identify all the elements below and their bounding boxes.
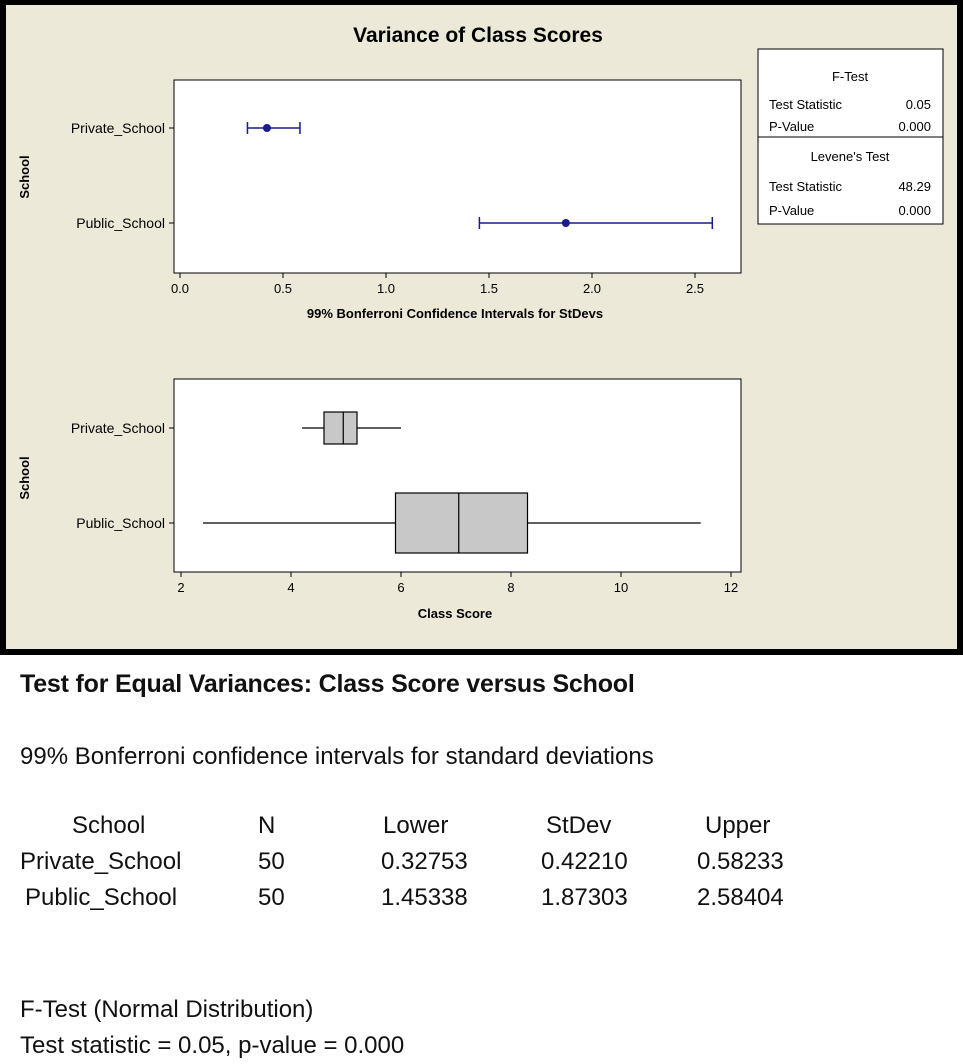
stdev-point <box>263 124 271 132</box>
row-lower: 0.32753 <box>381 848 468 875</box>
x-tick-label: 2.5 <box>685 281 705 296</box>
row-lower: 1.45338 <box>381 884 468 911</box>
output-subtitle: 99% Bonferroni confidence intervals for standard deviations <box>20 743 654 770</box>
header-n: N <box>258 812 276 839</box>
stdev-point <box>562 219 570 227</box>
chart-title: Variance of Class Scores <box>353 24 603 47</box>
x-tick-label: 10 <box>613 580 629 595</box>
ftest-stat-label: Test Statistic <box>769 97 842 112</box>
box-iqr <box>396 493 528 553</box>
levene-stat-label: Test Statistic <box>769 179 842 194</box>
table-row <box>0 884 963 920</box>
y-tick-label: Private_School <box>70 120 165 136</box>
ftest-result: Test statistic = 0.05, p-value = 0.000 <box>20 1032 405 1059</box>
x-tick-label: 12 <box>723 580 739 595</box>
x-tick-label: 8 <box>507 580 515 595</box>
ci-x-axis-label: 99% Bonferroni Confidence Intervals for StDevs <box>306 306 604 321</box>
header-upper: Upper <box>705 812 771 839</box>
y-tick-label: Private_School <box>70 420 165 436</box>
box-y-axis-label: School <box>17 456 32 500</box>
levene-p-value: 0.000 <box>898 203 931 218</box>
x-tick-label: 0.0 <box>170 281 190 296</box>
ftest-p-value: 0.000 <box>898 119 931 134</box>
graph-svg <box>6 5 957 649</box>
x-tick-label: 2 <box>177 580 185 595</box>
levene-stat-value: 48.29 <box>898 179 931 194</box>
levene-p-label: P-Value <box>769 203 815 218</box>
ci-y-axis <box>71 120 174 231</box>
y-tick-label: Public_School <box>76 215 165 231</box>
x-tick-label: 4 <box>287 580 295 595</box>
stats-box <box>758 49 943 224</box>
ci-x-axis <box>171 273 704 296</box>
row-n: 50 <box>258 848 285 875</box>
box-y-axis <box>71 420 174 531</box>
x-tick-label: 6 <box>397 580 405 595</box>
ci-plot-frame <box>174 80 741 273</box>
output-title: Test for Equal Variances: Class Score versus School <box>20 670 635 698</box>
x-tick-label: 1.0 <box>376 281 396 296</box>
row-upper: 2.58404 <box>697 884 784 911</box>
x-tick-label: 0.5 <box>273 281 293 296</box>
row-stdev: 1.87303 <box>541 884 628 911</box>
ftest-p-label: P-Value <box>769 119 815 134</box>
ftest-heading: F-Test (Normal Distribution) <box>20 996 314 1023</box>
ci-y-axis-label: School <box>17 155 32 199</box>
header-school: School <box>72 812 146 839</box>
row-n: 50 <box>258 884 285 911</box>
header-stdev: StDev <box>546 812 612 839</box>
box-x-axis-label: Class Score <box>417 606 493 621</box>
row-school: Private_School <box>20 848 182 875</box>
y-tick-label: Public_School <box>76 515 165 531</box>
x-tick-label: 2.0 <box>582 281 602 296</box>
box-x-axis <box>177 572 738 595</box>
ci-table-header-row <box>0 812 963 848</box>
header-lower: Lower <box>383 812 449 839</box>
ftest-box-title: F-Test <box>831 69 869 84</box>
row-stdev: 0.42210 <box>541 848 628 875</box>
table-row <box>0 848 963 884</box>
levene-box-title: Levene's Test <box>810 149 890 164</box>
row-school: Public_School <box>25 884 178 911</box>
x-tick-label: 1.5 <box>479 281 499 296</box>
row-upper: 0.58233 <box>697 848 784 875</box>
ftest-stat-value: 0.05 <box>905 97 931 112</box>
graph-area <box>6 5 957 649</box>
box-iqr <box>324 412 357 444</box>
